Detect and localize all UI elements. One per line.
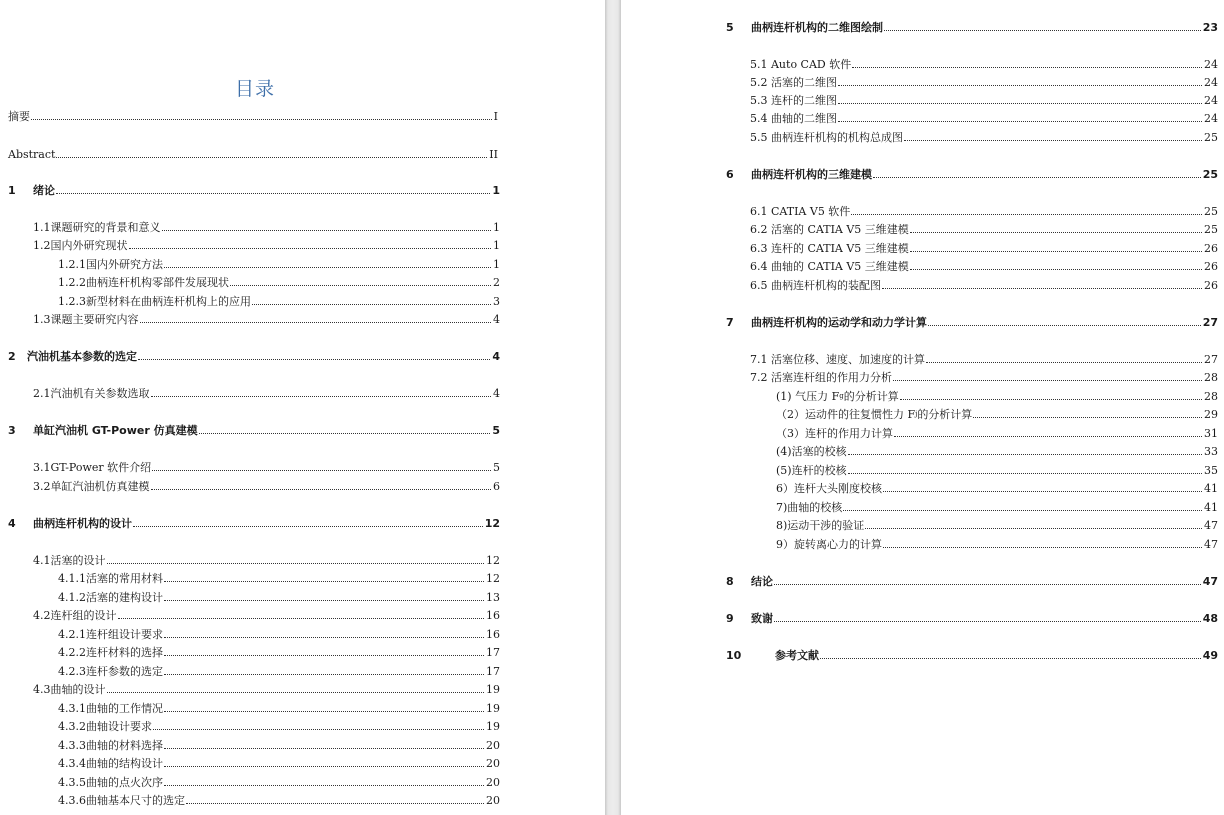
toc-entry-title: 1.2.1国内外研究方法 — [58, 258, 163, 271]
chapter-page: 1 — [492, 184, 500, 197]
document-page-left — [0, 0, 605, 815]
toc-entry[interactable] — [58, 699, 500, 715]
toc-entry[interactable] — [58, 255, 500, 271]
toc-entry-title: 7.1 活塞位移、速度、加速度的计算 — [750, 353, 925, 366]
toc-title: 目录 — [234, 78, 275, 100]
chapter-number: 9 — [726, 612, 734, 625]
chapter-title: 绪论 — [33, 184, 55, 197]
subscript: j — [915, 410, 918, 418]
toc-entry-page: 1 — [493, 239, 500, 252]
toc-entry[interactable] — [776, 461, 1218, 477]
toc-entry-page: 17 — [486, 665, 500, 678]
toc-entry-page: 20 — [486, 776, 500, 789]
toc-entry-page: 31 — [1204, 427, 1218, 440]
dot-leader — [164, 748, 484, 749]
toc-entry-title: (4)活塞的校核 — [776, 445, 847, 458]
dot-leader — [151, 489, 492, 490]
dot-leader — [910, 269, 1202, 270]
dot-leader — [138, 359, 490, 360]
toc-entry-abstract-en[interactable] — [8, 145, 498, 161]
toc-entry-page: 25 — [1204, 131, 1218, 144]
toc-entry-title: 9）旋转离心力的计算 — [776, 538, 882, 551]
dot-leader — [865, 528, 1202, 529]
chapter-page: 23 — [1202, 21, 1218, 34]
toc-entry[interactable] — [750, 239, 1218, 255]
toc-entry-page: 12 — [486, 572, 500, 585]
toc-entry-title: 5.4 曲轴的二维图 — [750, 112, 837, 125]
dot-leader — [900, 399, 1202, 400]
toc-entry-page: 41 — [1204, 501, 1218, 514]
chapter-title: 参考文献 — [775, 649, 819, 662]
chapter-page: 48 — [1202, 612, 1218, 625]
chapter-number: 4 — [8, 517, 16, 530]
toc-entry-title: 4.3.3曲轴的材料选择 — [58, 739, 163, 752]
dot-leader — [107, 692, 485, 693]
toc-entry-page: 17 — [486, 646, 500, 659]
dot-leader — [910, 251, 1202, 252]
toc-entry[interactable] — [750, 91, 1218, 107]
chapter-number: 6 — [726, 168, 734, 181]
toc-entry-page: 13 — [486, 591, 500, 604]
toc-entry[interactable] — [58, 292, 500, 308]
toc-entry-title: 4.2.1连杆组设计要求 — [58, 628, 163, 641]
dot-leader — [882, 288, 1202, 289]
toc-entry-page: 26 — [1204, 279, 1218, 292]
toc-entry-title-suffix: 的分析计算 — [843, 390, 899, 403]
toc-chapter-2[interactable] — [8, 347, 500, 363]
toc-entry[interactable] — [58, 625, 500, 641]
dot-leader — [774, 621, 1201, 622]
toc-entry[interactable] — [750, 368, 1218, 384]
dot-leader — [851, 214, 1202, 215]
toc-entry[interactable] — [33, 551, 500, 567]
toc-entry-page: 27 — [1204, 353, 1218, 366]
toc-entry[interactable] — [58, 754, 500, 770]
dot-leader — [118, 618, 485, 619]
toc-entry-title: 2.1汽油机有关参数选取 — [33, 387, 150, 400]
chapter-page: 5 — [492, 424, 500, 437]
toc-entry[interactable] — [776, 405, 1218, 421]
toc-entry-title: （2）运动件的往复惯性力 F — [776, 408, 916, 421]
dot-leader — [774, 584, 1201, 585]
toc-entry-page: I — [493, 110, 498, 123]
toc-entry-page: 26 — [1204, 260, 1218, 273]
toc-entry-page: 24 — [1204, 58, 1218, 71]
dot-leader — [164, 267, 491, 268]
toc-entry-title: 6.1 CATIA V5 软件 — [750, 205, 851, 218]
chapter-page: 47 — [1202, 575, 1218, 588]
toc-entry-page: 29 — [1204, 408, 1218, 421]
toc-entry[interactable] — [750, 55, 1218, 71]
toc-entry-title: 3.1GT-Power 软件介绍 — [33, 461, 152, 474]
toc-entry[interactable] — [58, 773, 500, 789]
toc-entry-page: 47 — [1204, 519, 1218, 532]
dot-leader — [164, 600, 484, 601]
toc-entry-title: 4.3.2曲轴设计要求 — [58, 720, 152, 733]
toc-entry-title: 4.3.4曲轴的结构设计 — [58, 757, 163, 770]
chapter-title: 曲柄连杆机构的二维图绘制 — [751, 21, 883, 34]
toc-entry[interactable] — [750, 109, 1218, 125]
toc-entry-page: 6 — [493, 480, 500, 493]
chapter-number: 5 — [726, 21, 734, 34]
toc-entry[interactable] — [58, 569, 500, 585]
dot-leader — [107, 563, 485, 564]
toc-entry-page: 24 — [1204, 112, 1218, 125]
toc-chapter-8[interactable] — [726, 572, 1218, 588]
dot-leader — [848, 473, 1202, 474]
toc-entry[interactable] — [750, 128, 1218, 144]
toc-entry-title: 1.2国内外研究现状 — [33, 239, 128, 252]
toc-entry-title: 6.3 连杆的 CATIA V5 三维建模 — [750, 242, 909, 255]
dot-leader — [884, 30, 1201, 31]
toc-entry[interactable] — [750, 276, 1218, 292]
toc-entry-page: 26 — [1204, 242, 1218, 255]
toc-entry[interactable] — [33, 310, 500, 326]
toc-entry-title: 6.4 曲轴的 CATIA V5 三维建模 — [750, 260, 909, 273]
toc-entry-title: 1.2.3新型材料在曲柄连杆机构上的应用 — [58, 295, 251, 308]
toc-entry-title: 6.2 活塞的 CATIA V5 三维建模 — [750, 223, 909, 236]
toc-entry-page: 16 — [486, 609, 500, 622]
toc-entry-title: 5.3 连杆的二维图 — [750, 94, 837, 107]
dot-leader — [894, 436, 1202, 437]
chapter-title: 汽油机基本参数的选定 — [27, 350, 137, 363]
toc-entry[interactable] — [58, 736, 500, 752]
toc-entry-title: 4.3.5曲轴的点火次序 — [58, 776, 163, 789]
toc-entry-page: 24 — [1204, 94, 1218, 107]
dot-leader — [164, 674, 484, 675]
toc-chapter-5[interactable] — [726, 18, 1218, 34]
toc-entry[interactable] — [33, 606, 500, 622]
toc-entry-title: 1.3课题主要研究内容 — [33, 313, 139, 326]
dot-leader — [162, 230, 492, 231]
dot-leader — [883, 491, 1202, 492]
toc-entry-title: Abstract — [8, 148, 56, 161]
toc-entry-title: 7.2 活塞连杆组的作用力分析 — [750, 371, 892, 384]
dot-leader — [164, 581, 484, 582]
toc-entry[interactable] — [33, 236, 500, 252]
chapter-number: 7 — [726, 316, 734, 329]
toc-entry[interactable] — [750, 257, 1218, 273]
toc-entry[interactable] — [750, 73, 1218, 89]
toc-entry[interactable] — [58, 717, 500, 733]
toc-entry[interactable] — [776, 442, 1218, 458]
dot-leader — [199, 433, 491, 434]
toc-chapter-10[interactable] — [726, 646, 1218, 662]
toc-entry[interactable] — [33, 384, 500, 400]
toc-chapter-4[interactable] — [8, 514, 500, 530]
chapter-page: 25 — [1202, 168, 1218, 181]
toc-entry-page: 35 — [1204, 464, 1218, 477]
toc-entry[interactable] — [33, 218, 500, 234]
toc-entry-abstract-cn[interactable] — [8, 107, 498, 123]
chapter-number: 2 — [8, 350, 16, 363]
toc-chapter-9[interactable] — [726, 609, 1218, 625]
dot-leader — [56, 157, 487, 158]
toc-entry-page: 1 — [493, 221, 500, 234]
toc-entry-page: 1 — [493, 258, 500, 271]
toc-entry-title: (5)连杆的校核 — [776, 464, 847, 477]
toc-entry-page: 28 — [1204, 371, 1218, 384]
toc-entry-title: 4.1活塞的设计 — [33, 554, 106, 567]
dot-leader — [164, 766, 484, 767]
dot-leader — [31, 119, 492, 120]
toc-entry-title: （3）连杆的作用力计算 — [776, 427, 893, 440]
dot-leader — [838, 121, 1202, 122]
toc-entry-page: 19 — [486, 683, 500, 696]
dot-leader — [230, 285, 491, 286]
chapter-page: 4 — [492, 350, 500, 363]
toc-entry-page: 47 — [1204, 538, 1218, 551]
toc-entry[interactable] — [776, 498, 1218, 514]
toc-chapter-1[interactable] — [8, 181, 500, 197]
toc-entry-title: 4.3.6曲轴基本尺寸的选定 — [58, 794, 185, 807]
toc-entry-page: 5 — [493, 461, 500, 474]
chapter-title: 致谢 — [751, 612, 773, 625]
toc-entry[interactable] — [58, 662, 500, 678]
chapter-title: 曲柄连杆机构的三维建模 — [751, 168, 872, 181]
toc-entry[interactable] — [750, 202, 1218, 218]
dot-leader — [820, 658, 1201, 659]
toc-entry[interactable] — [750, 220, 1218, 236]
page-gutter — [605, 0, 621, 815]
dot-leader — [151, 396, 492, 397]
dot-leader — [910, 232, 1202, 233]
toc-entry-title: 5.5 曲柄连杆机构的机构总成图 — [750, 131, 903, 144]
dot-leader — [186, 803, 484, 804]
toc-entry[interactable] — [33, 477, 500, 493]
toc-entry-title: 6.5 曲柄连杆机构的装配图 — [750, 279, 881, 292]
dot-leader — [848, 454, 1202, 455]
dot-leader — [973, 417, 1202, 418]
toc-entry-page: II — [489, 148, 498, 161]
toc-chapter-6[interactable] — [726, 165, 1218, 181]
toc-entry[interactable] — [33, 680, 500, 696]
toc-entry-title: 3.2单缸汽油机仿真建模 — [33, 480, 150, 493]
toc-entry-title: 5.1 Auto CAD 软件 — [750, 58, 852, 71]
toc-entry[interactable] — [58, 588, 500, 604]
toc-entry-title: 5.2 活塞的二维图 — [750, 76, 837, 89]
toc-entry-title: 8)运动干涉的验证 — [776, 519, 865, 532]
dot-leader — [140, 322, 492, 323]
dot-leader — [904, 140, 1202, 141]
toc-entry-title: 4.2连杆组的设计 — [33, 609, 117, 622]
toc-entry[interactable] — [776, 479, 1218, 495]
toc-entry-title: 6）连杆大头刚度校核 — [776, 482, 882, 495]
toc-entry-title: (1) 气压力 F — [776, 390, 840, 403]
dot-leader — [893, 380, 1202, 381]
dot-leader — [56, 193, 490, 194]
dot-leader — [252, 304, 491, 305]
toc-entry-page: 2 — [493, 276, 500, 289]
toc-entry-title: 1.1课题研究的背景和意义 — [33, 221, 161, 234]
toc-entry-title: 4.3.1曲轴的工作情况 — [58, 702, 163, 715]
chapter-number: 3 — [8, 424, 16, 437]
dot-leader — [133, 526, 483, 527]
dot-leader — [129, 248, 492, 249]
toc-chapter-7[interactable] — [726, 313, 1218, 329]
toc-entry[interactable] — [58, 643, 500, 659]
toc-entry-page: 25 — [1204, 205, 1218, 218]
toc-entry-page: 12 — [486, 554, 500, 567]
dot-leader — [838, 85, 1202, 86]
toc-entry-title: 4.1.2活塞的建构设计 — [58, 591, 163, 604]
toc-entry[interactable] — [776, 516, 1218, 532]
dot-leader — [164, 655, 484, 656]
subscript: g — [839, 392, 844, 400]
toc-entry-page: 41 — [1204, 482, 1218, 495]
toc-entry-page: 16 — [486, 628, 500, 641]
toc-entry[interactable] — [33, 458, 500, 474]
toc-entry-title: 摘要 — [8, 110, 30, 123]
dot-leader — [164, 637, 484, 638]
dot-leader — [926, 362, 1202, 363]
chapter-number: 1 — [8, 184, 16, 197]
toc-entry-title: 4.2.3连杆参数的选定 — [58, 665, 163, 678]
chapter-number: 8 — [726, 575, 734, 588]
toc-entry-page: 20 — [486, 794, 500, 807]
toc-entry-page: 28 — [1204, 390, 1218, 403]
toc-entry[interactable] — [58, 791, 500, 807]
dot-leader — [153, 729, 484, 730]
dot-leader — [852, 67, 1202, 68]
toc-entry-title-suffix: 的分析计算 — [917, 408, 973, 421]
toc-entry[interactable] — [776, 424, 1218, 440]
dot-leader — [883, 547, 1202, 548]
document-page-right — [621, 0, 1224, 815]
toc-entry-page: 24 — [1204, 76, 1218, 89]
toc-entry-page: 4 — [493, 313, 500, 326]
chapter-page: 49 — [1202, 649, 1218, 662]
chapter-title: 结论 — [751, 575, 773, 588]
chapter-page: 12 — [484, 517, 500, 530]
chapter-title: 单缸汽油机 GT-Power 仿真建模 — [33, 424, 198, 437]
dot-leader — [873, 177, 1201, 178]
chapter-page: 27 — [1202, 316, 1218, 329]
toc-chapter-3[interactable] — [8, 421, 500, 437]
toc-entry[interactable] — [776, 387, 1218, 403]
dot-leader — [164, 785, 484, 786]
toc-entry-title: 4.1.1活塞的常用材料 — [58, 572, 163, 585]
toc-entry-page: 4 — [493, 387, 500, 400]
toc-entry[interactable] — [750, 350, 1218, 366]
dot-leader — [164, 711, 484, 712]
toc-entry-page: 19 — [486, 720, 500, 733]
toc-entry[interactable] — [58, 273, 500, 289]
toc-entry-page: 20 — [486, 757, 500, 770]
toc-entry-title: 4.3曲轴的设计 — [33, 683, 106, 696]
chapter-number: 10 — [726, 649, 742, 662]
toc-entry-title: 7)曲轴的校核 — [776, 501, 843, 514]
toc-entry-page: 3 — [493, 295, 500, 308]
dot-leader — [928, 325, 1201, 326]
dot-leader — [152, 470, 491, 471]
toc-entry-page: 20 — [486, 739, 500, 752]
toc-entry-page: 25 — [1204, 223, 1218, 236]
toc-entry-title: 4.2.2连杆材料的选择 — [58, 646, 163, 659]
toc-entry[interactable] — [776, 535, 1218, 551]
dot-leader — [838, 103, 1202, 104]
toc-entry-page: 19 — [486, 702, 500, 715]
chapter-title: 曲柄连杆机构的设计 — [33, 517, 132, 530]
chapter-title: 曲柄连杆机构的运动学和动力学计算 — [751, 316, 927, 329]
dot-leader — [843, 510, 1202, 511]
toc-entry-title: 1.2.2曲柄连杆机构零部件发展现状 — [58, 276, 229, 289]
toc-entry-page: 33 — [1204, 445, 1218, 458]
